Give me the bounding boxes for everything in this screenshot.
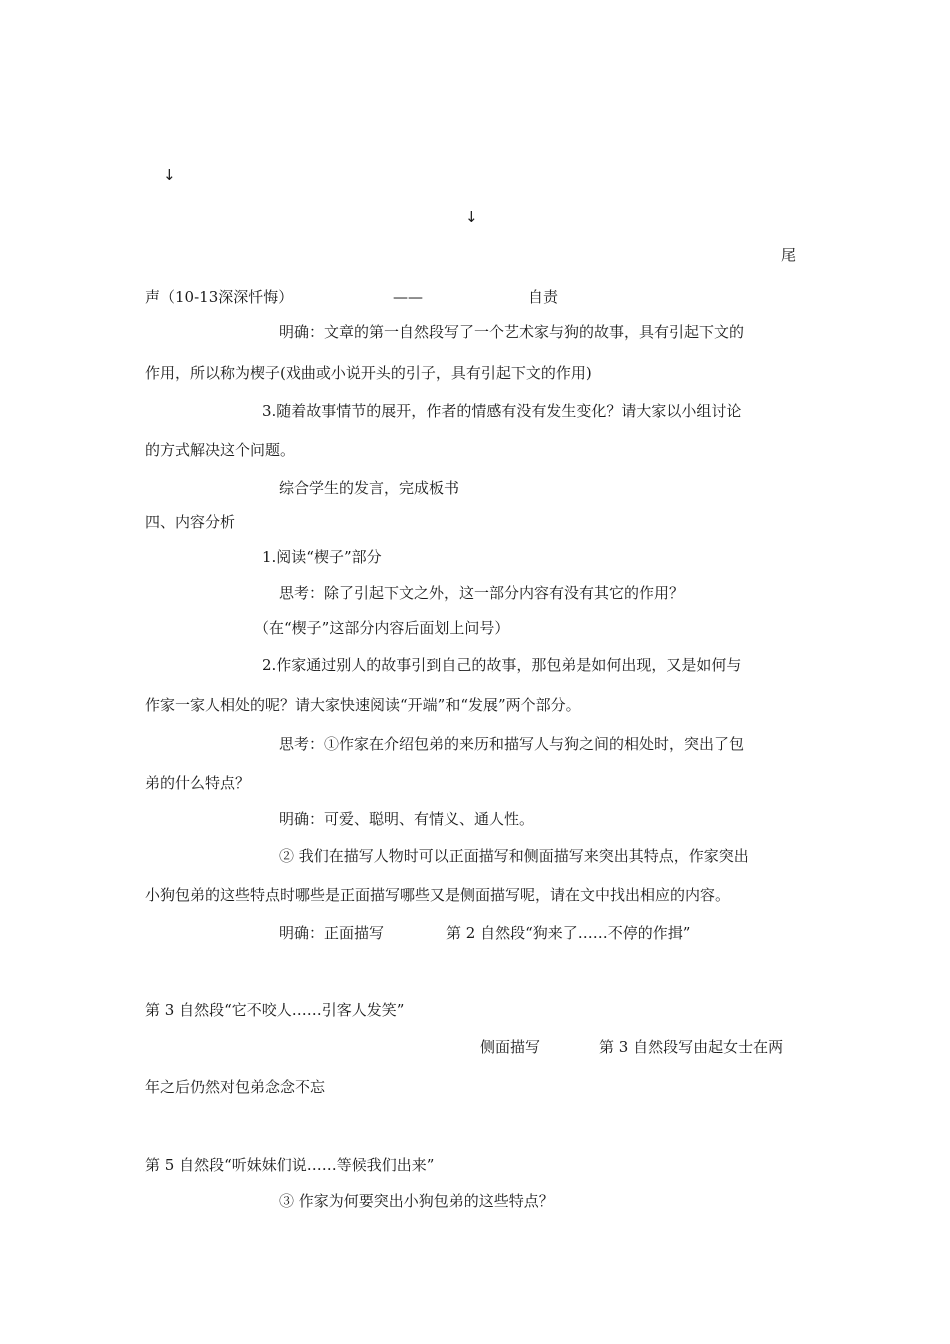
down-arrow-icon: ↓ — [465, 208, 478, 226]
down-arrow-icon: ↓ — [163, 166, 176, 184]
text-line: 第 2 自然段“狗来了……不停的作揖” — [446, 924, 691, 942]
text-line: 小狗包弟的这些特点时哪些是正面描写哪些又是侧面描写呢，请在文中找出相应的内容。 — [145, 886, 731, 904]
text-line: （在“楔子”这部分内容后面划上问号） — [254, 619, 510, 637]
text-line: 弟的什么特点？ — [145, 774, 251, 792]
text-line: 的方式解决这个问题。 — [145, 441, 296, 459]
section-heading: 四、内容分析 — [145, 513, 236, 531]
text-line: 2.作家通过别人的故事引到自己的故事，那包弟是如何出现，又是如何与 — [262, 656, 742, 674]
text-line: 第 3 自然段“它不咬人……引客人发笑” — [145, 1001, 405, 1019]
text-line: 第 3 自然段写由起女士在两 — [599, 1038, 784, 1056]
text-line: 明确：文章的第一自然段写了一个艺术家与狗的故事，具有引起下文的 — [279, 323, 745, 341]
text-line: 侧面描写 — [480, 1038, 541, 1056]
text-line: 1.阅读“楔子”部分 — [262, 548, 382, 566]
text-line: 思考：除了引起下文之外，这一部分内容有没有其它的作用？ — [279, 584, 685, 602]
text-line: 综合学生的发言，完成板书 — [279, 479, 460, 497]
text-line: 声（10-13深深忏悔） — [145, 288, 294, 306]
text-line: 尾 — [781, 246, 797, 264]
text-line: 自责 — [528, 288, 559, 306]
text-line: 3.随着故事情节的展开，作者的情感有没有发生变化？请大家以小组讨论 — [262, 402, 742, 420]
text-line: —— — [393, 288, 423, 306]
text-line: 明确：正面描写 — [279, 924, 385, 942]
text-line: ③ 作家为何要突出小狗包弟的这些特点？ — [279, 1192, 554, 1210]
text-line: 思考：①作家在介绍包弟的来历和描写人与狗之间的相处时，突出了包 — [279, 735, 745, 753]
text-line: 作家一家人相处的呢？请大家快速阅读“开端”和“发展”两个部分。 — [145, 696, 581, 714]
text-line: 作用，所以称为楔子(戏曲或小说开头的引子，具有引起下文的作用) — [145, 364, 592, 382]
text-line: 年之后仍然对包弟念念不忘 — [145, 1078, 326, 1096]
text-line: ② 我们在描写人物时可以正面描写和侧面描写来突出其特点，作家突出 — [279, 847, 749, 865]
text-line: 明确：可爱、聪明、有情义、通人性。 — [279, 810, 535, 828]
text-line: 第 5 自然段“听妹妹们说……等候我们出来” — [145, 1156, 435, 1174]
